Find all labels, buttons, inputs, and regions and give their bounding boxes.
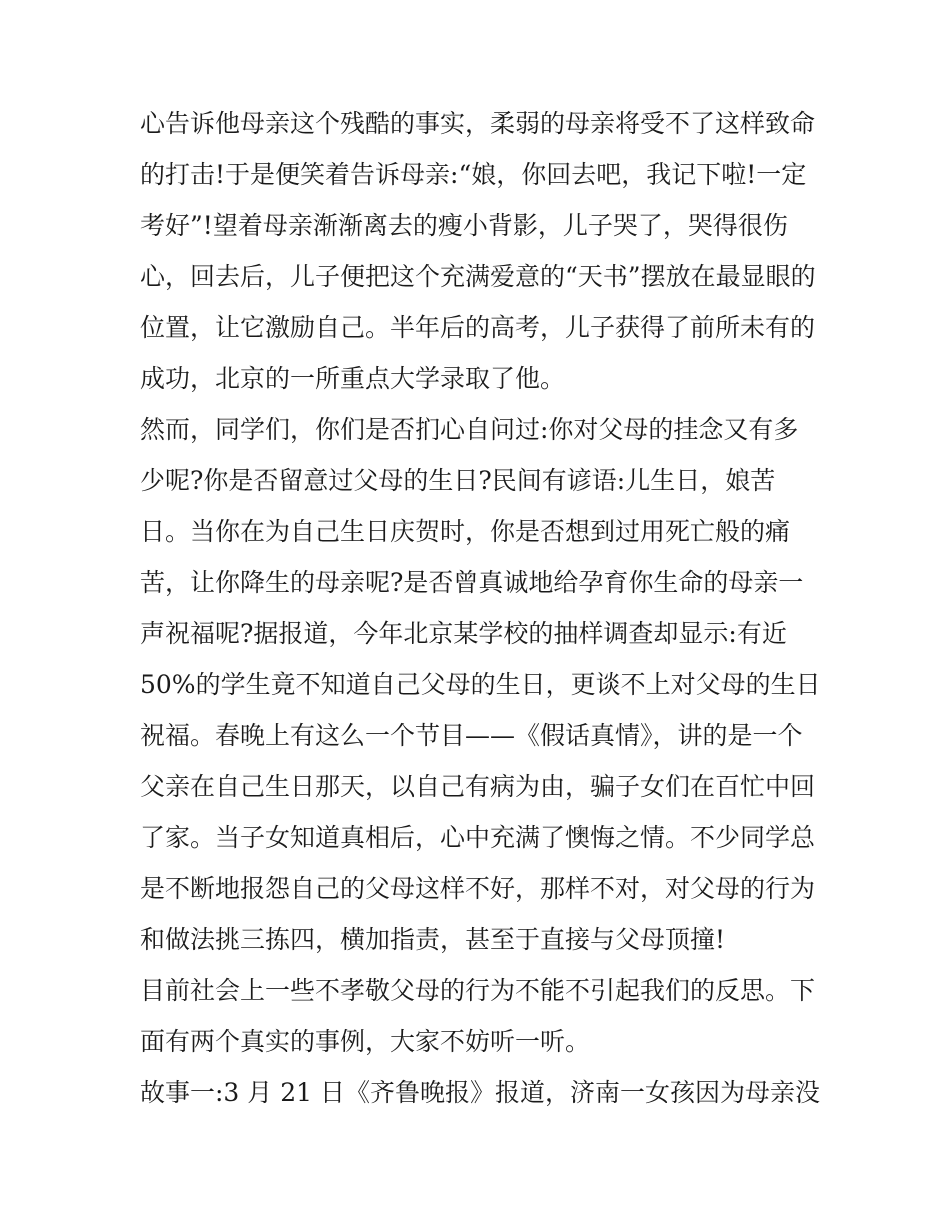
text-line: 少呢?你是否留意过父母的生日?民间有谚语:儿生日，娘苦	[140, 466, 776, 495]
text-line: 故事一:3 月 21 日《齐鲁晚报》报道，济南一女孩因为母亲没	[140, 1078, 820, 1107]
text-line: 位置，让它激励自己。半年后的高考，儿子获得了前所未有的	[140, 313, 816, 342]
text-line: 心告诉他母亲这个残酷的事实，柔弱的母亲将受不了这样致命	[140, 109, 816, 138]
text-line: 目前社会上一些不孝敬父母的行为不能不引起我们的反思。下	[140, 976, 816, 1005]
text-line: 苦，让你降生的母亲呢?是否曾真诚地给孕育你生命的母亲一	[140, 568, 804, 597]
text-line: 是不断地报怨自己的父母这样不好，那样不对，对父母的行为	[140, 874, 816, 903]
text-line: 祝福。春晚上有这么一个节目——《假话真情》，讲的是一个	[140, 721, 803, 750]
text-line: 然而，同学们，你们是否扪心自问过:你对父母的挂念又有多	[140, 415, 799, 444]
body-text	[140, 98, 820, 1118]
text-line: 日。当你在为自己生日庆贺时，你是否想到过用死亡般的痛	[140, 517, 791, 546]
text-line: 和做法挑三拣四，横加指责，甚至于直接与父母顶撞!	[140, 925, 726, 954]
text-line: 了家。当子女知道真相后，心中充满了懊悔之情。不少同学总	[140, 823, 816, 852]
text-line: 成功，北京的一所重点大学录取了他。	[140, 364, 566, 393]
text-line: 50%的学生竟不知道自己父母的生日，更谈不上对父母的生日	[140, 670, 821, 699]
text-line: 声祝福呢?据报道，今年北京某学校的抽样调查却显示:有近	[140, 619, 787, 648]
text-line: 心，回去后，儿子便把这个充满爱意的“天书”摆放在最显眼的	[140, 262, 816, 291]
text-line: 的打击!于是便笑着告诉母亲:“娘，你回去吧，我记下啦!一定	[140, 160, 807, 189]
text-line: 考好”!望着母亲渐渐离去的瘦小背影，儿子哭了，哭得很伤	[140, 211, 788, 240]
text-line: 面有两个真实的事例，大家不妨听一听。	[140, 1027, 591, 1056]
text-line: 父亲在自己生日那天，以自己有病为由，骗子女们在百忙中回	[140, 772, 816, 801]
